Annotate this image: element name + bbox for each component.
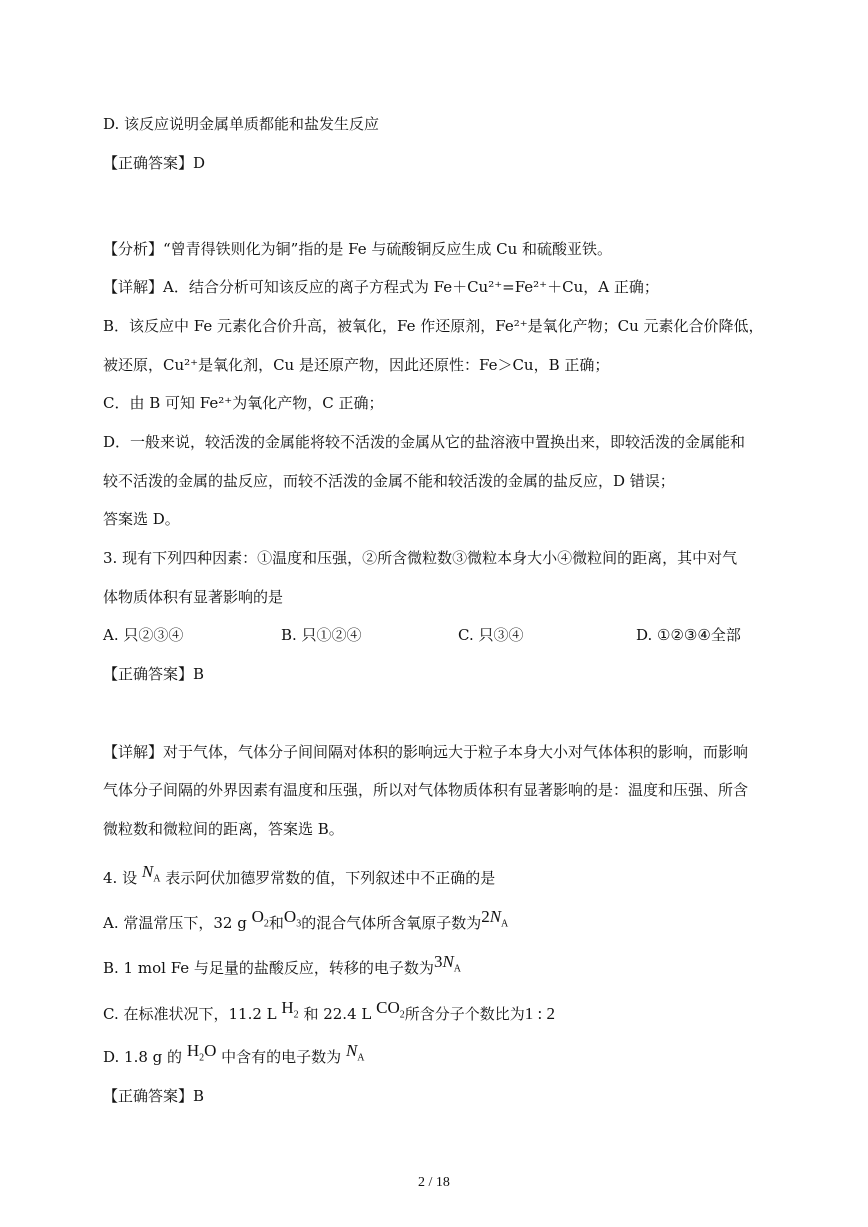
ratio-value: 1 : 2: [524, 1004, 556, 1023]
q2-detail-3: 被还原，Cu²⁺是氧化剂，Cu 是还原产物，因此还原性：Fe＞Cu，B 正确；: [103, 356, 610, 374]
three-na: $3N_A$: [433, 952, 462, 975]
q2-detail-1: 【详解】A．结合分析可知该反应的离子方程式为 Fe＋Cu²⁺=Fe²⁺＋Cu，A 正确；: [103, 278, 659, 296]
q4-d-text-1: D. 1.8 g 的: [103, 1048, 183, 1066]
q3-option-a: A. 只②③④: [103, 626, 184, 644]
o3-formula: $O_3$: [283, 907, 302, 930]
q4-option-c: [103, 998, 556, 1031]
page-number: 2 / 18: [418, 1175, 450, 1190]
q3-detail-1: 【详解】对于气体，气体分子间间隔对体积的影响远大于粒子本身大小对气体体积的影响，而影响: [103, 743, 749, 761]
q4-c-text-2: 和 22.4 L: [303, 1005, 372, 1023]
q4-stem-b: 表示阿伏加德罗常数的值，下列叙述中不正确的是: [165, 869, 496, 887]
h2o-formula: $H_2O$: [186, 1041, 217, 1064]
q3-stem-1: 3. 现有下列四种因素：①温度和压强，②所含微粒数③微粒本身大小④微粒间的距离，其中对气: [103, 549, 738, 567]
h2-formula: $H_2$: [281, 998, 299, 1021]
q4-a-text-2: 和: [268, 914, 284, 932]
q4-stem: [103, 862, 496, 895]
q3-answer: 【正确答案】B: [103, 665, 205, 683]
q2-detail-2: B．该反应中 Fe 元素化合价升高，被氧化，Fe 作还原剂，Fe²⁺是氧化产物；Cu 元素化合价降低，: [103, 317, 764, 335]
q2-detail-6: 较不活泼的金属的盐反应，而较不活泼的金属不能和较活泼的金属的盐反应，D 错误；: [103, 472, 675, 490]
q4-b-text-1: B. 1 mol Fe 与足量的盐酸反应，转移的电子数为: [103, 959, 434, 977]
q4-c-text-1: C. 在标准状况下，11.2 L: [103, 1005, 277, 1023]
q4-c-text-3: 所含分子个数比为: [404, 1005, 525, 1023]
q3-detail-2: 气体分子间隔的外界因素有温度和压强，所以对气体物质体积有显著影响的是：温度和压强、所含: [103, 781, 749, 799]
na-symbol: $N_A$: [141, 862, 161, 885]
q2-detail-5: D．一般来说，较活泼的金属能将较不活泼的金属从它的盐溶液中置换出来，即较活泼的金属能和: [103, 433, 746, 451]
q3-option-d: D. ①②③④全部: [636, 626, 741, 644]
q3-stem-2: 体物质体积有显著影响的是: [103, 588, 284, 606]
q4-option-b: [103, 952, 462, 985]
q4-answer: 【正确答案】B: [103, 1087, 205, 1105]
q4-stem-a: 4. 设: [103, 869, 138, 887]
na-value: $N_A$: [345, 1041, 365, 1064]
q2-answer: 【正确答案】D: [103, 154, 206, 172]
q3-option-b: B. 只①②④: [281, 626, 362, 644]
q3-detail-3: 微粒数和微粒间的距离，答案选 B。: [103, 820, 344, 838]
q2-detail-7: 答案选 D。: [103, 510, 180, 528]
q4-a-text-1: A. 常温常压下，32 g: [103, 914, 247, 932]
q3-option-c: C. 只③④: [458, 626, 524, 644]
q4-option-d: [103, 1041, 365, 1074]
q2-detail-4: C．由 B 可知 Fe²⁺为氧化产物，C 正确；: [103, 394, 384, 412]
two-na: $2N_A$: [481, 907, 509, 930]
q4-d-text-2: 中含有的电子数为: [221, 1048, 342, 1066]
q2-analysis: 【分析】“曾青得铁则化为铜”指的是 Fe 与硫酸铜反应生成 Cu 和硫酸亚铁。: [103, 240, 613, 258]
q4-option-a: [103, 907, 509, 940]
o2-formula: $O_2$: [251, 907, 269, 930]
co2-formula: $CO_2$: [376, 998, 405, 1021]
q2-option-d: D. 该反应说明金属单质都能和盐发生反应: [103, 115, 380, 133]
q4-a-text-3: 的混合气体所含氧原子数为: [301, 914, 482, 932]
